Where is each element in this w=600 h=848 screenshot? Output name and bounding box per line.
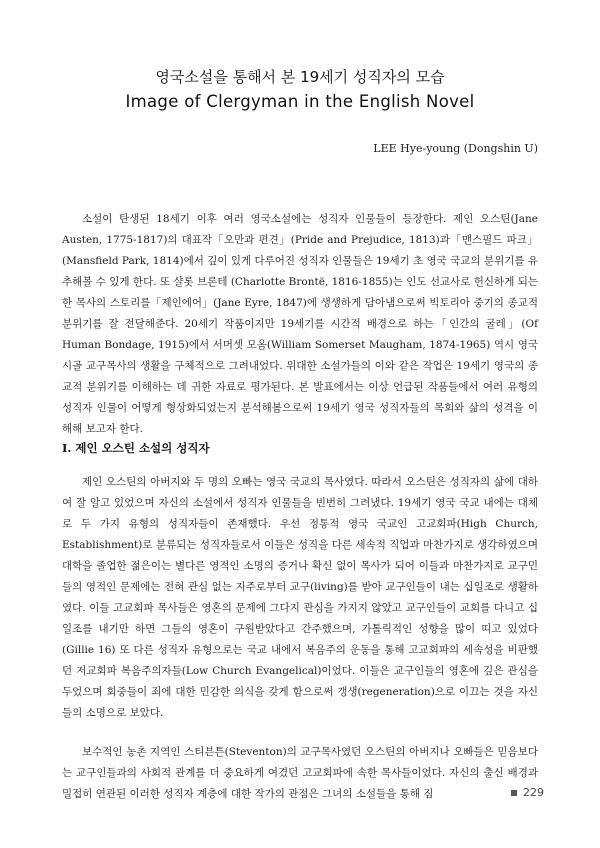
intro-text: 소설이 탄생된 18세기 이후 여러 영국소설에는 성직자 인물들이 등장한다. 제인 오스틴(Jane Austen, 1775-1817)의 대표작「오만과 편견」(Pride and Prejudice, 1813)과「맨스필드 파크」(Mansfield Park, 1814)에서 깊이 있게 다루어진 성직자 인물들은 19세기 초 영국 국교의 분위기를 유추해볼 수 있게 한다. 또 샬롯 브론테 (Charlotte Brontë, 1816-1855)는 인도 선교사로 헌신하게 되는 한 목사의 스토리를「제인에어」(Jane Eyre, 1847)에 생생하게 담아냄으로써 빅토리아 중기의 종교적 분위기를 잘 전달해준다. 20세기 작품이지만 19세기를 시간적 배경으로 하는「인간의 굴레」(Of Human Bondage, 1915)에서 서머셋 모옴(William Somerset Maugham, 1874-1965) 역시 영국 시골 교구목사의 생활을 구체적으로 그려내었다. 위대한 소설가들의 이와 같은 작업은 19세기 영국의 종교적 분위기를 이해하는 데 귀한 자료로 평가된다. 본 발표에서는 이상 언급된 작품들에서 여러 유형의 성직자 인물이 어떻게 형상화되었는지 분석해봄으로써 19세기 영국 성직자들의 목회와 삶의 성격을 이해해 보고자 한다. bbox=[62, 213, 538, 435]
section-heading: I. 제인 오스틴 소설의 성직자 bbox=[62, 441, 210, 455]
body-paragraph-1 bbox=[62, 472, 538, 724]
title-english: Image of Clergyman in the English Novel bbox=[125, 92, 475, 111]
body-text-2: 보수적인 농촌 지역인 스티븐튼(Steventon)의 교구목사였던 오스틴의 아버지나 오빠들은 믿음보다는 교구인들과의 사회적 관계를 더 중요하게 여겼던 고교회파에 속한 목사들이었다. 자신의 출신 배경과 밀접히 연관된 이러한 성직자 계층에 대한 작가의 관점은 그녀의 소설들을 통해 짐 bbox=[62, 746, 538, 800]
square-bullet-icon bbox=[511, 790, 517, 796]
body-text-1: 제인 오스틴의 아버지와 두 명의 오빠는 영국 국교의 목사였다. 따라서 오스틴은 성직자의 삶에 대하여 잘 알고 있었으며 자신의 소설에서 성직자 인물들을 빈번히 그려냈다. 19세기 영국 국교 내에는 대체로 두 가지 유형의 성직자들이 존재했다. 우선 정통적 영국 국교인 고교회파(High Church, Establishment)로 분류되는 성직자들로서 이들은 성직을 다른 세속적 직업과 마찬가지로 생각하였으며 대학을 졸업한 젊은이는 별다른 영적인 소명의 증거나 확신 없이 목사가 되어 이들과 마찬가지로 교구민들의 영적인 문제에는 전혀 관심 없는 지주로부터 교구(living)를 받아 교구인들이 내는 십일조로 생활하였다. 이들 고교회파 목사들은 영혼의 문제에 그다지 관심을 가지지 않았고 교구인들이 교회를 다니고 십일조를 내기만 하면 그들의 영혼이 구원받았다고 간주했으며, 가톨릭적인 성향을 많이 띠고 있었다(Gillie 16) 또 다른 성직자 유형으로는 국교 내에서 복음주의 운동을 통해 고교회파의 세속성을 비판했던 저교회파 복음주의자들(Low Church Evangelical)이었다. 이들은 교구인들의 영혼에 깊은 관심을 두었으며 회중들이 죄에 대한 민감한 의식을 갖게 함으로써 갱생(regeneration)으로 이끄는 것을 자신들의 소명으로 보았다. bbox=[62, 476, 538, 719]
page-footer bbox=[511, 786, 544, 799]
body-paragraph-2 bbox=[62, 742, 538, 805]
intro-paragraph bbox=[62, 209, 538, 440]
page-number: 229 bbox=[523, 786, 544, 799]
title-korean: 영국소설을 통해서 본 19세기 성직자의 모습 bbox=[155, 68, 445, 86]
author-line: LEE Hye-young (Dongshin U) bbox=[373, 142, 538, 155]
